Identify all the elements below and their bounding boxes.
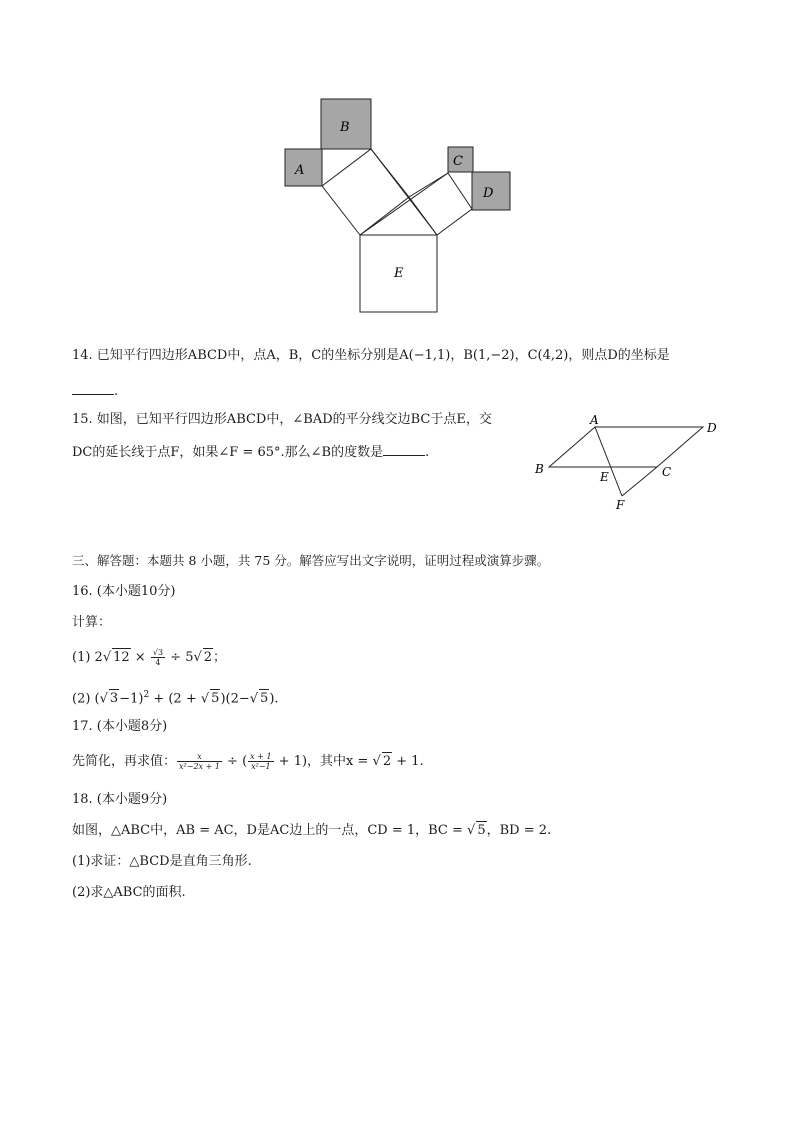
q16-part1 <box>72 648 226 667</box>
q14-text: 14. 已知平行四边形ABCD中，点A，B，C的坐标分别是A(−1,1)，B(1,−2)，C(4,2)，则点D的坐标是 <box>72 348 670 363</box>
q16-p1-radicand2: 2 <box>203 650 213 665</box>
section-3-heading <box>72 552 549 570</box>
q15-blank <box>383 442 425 456</box>
q16-p2-mid1: −1) <box>119 691 144 707</box>
q18-part1-text: (1)求证：△BCD是直角三角形. <box>72 854 252 869</box>
q16-p2-radicand2: 5 <box>211 691 220 707</box>
q17-fraction2 <box>248 752 273 771</box>
sqrt-sign: √ <box>249 691 259 707</box>
q15-line1-text: 15. 如图，已知平行四边形ABCD中，∠BAD的平分线交边BC于点E，交 <box>72 412 492 427</box>
q17-pre: 先简化，再求值： <box>72 754 177 769</box>
sqrt-sign: √ <box>99 691 108 707</box>
q16-header <box>72 583 176 601</box>
sqrt-sign: √ <box>200 691 210 707</box>
q14-answer-line <box>72 381 118 401</box>
q17-f1-den: x²−2x + 1 <box>179 762 220 771</box>
q16-p2-pre: (2) ( <box>72 691 100 707</box>
q17-fraction1 <box>177 752 222 771</box>
fig2-label-f: F <box>616 498 625 512</box>
q18-line1-pre: 如图，△ABC中，AB = AC，D是AC边上的一点，CD = 1，BC = <box>72 823 468 838</box>
q17-f2-den: x²−1 <box>251 762 271 771</box>
q18-header-text: 18. (本小题9分) <box>72 792 168 807</box>
fig2-label-c: C <box>662 465 672 479</box>
label-d: D <box>483 186 494 201</box>
q16-p1-times: × <box>130 650 150 665</box>
q14-end: . <box>114 384 119 399</box>
q15-line2-text: DC的延长线于点F，如果∠F = 65°.那么∠B的度数是 <box>72 445 384 460</box>
q16-p1-pre: (1) 2 <box>72 650 103 665</box>
parallelogram-figure <box>525 408 725 516</box>
fig2-label-b: B <box>535 462 544 476</box>
q18-line1 <box>72 821 551 840</box>
q16-p1-radicand1: 12 <box>113 650 130 665</box>
q15-line2 <box>72 442 429 462</box>
q15-line1 <box>72 411 492 429</box>
q16-header-text: 16. (本小题10分) <box>72 584 176 599</box>
q17-header-text: 17. (本小题8分) <box>72 719 168 734</box>
left-middle-square <box>322 149 409 235</box>
q16-p1-fraction-den: 4 <box>155 658 161 667</box>
q17-f1-num: x <box>177 752 222 762</box>
fig2-label-a: A <box>590 413 599 427</box>
q16-p2-square: 2 <box>143 690 150 700</box>
q18-part2-text: (2)求△ABC的面积. <box>72 885 186 900</box>
q18-header <box>72 791 167 809</box>
q14-blank <box>72 381 114 395</box>
q16-p2-end: ). <box>269 691 279 707</box>
q16-p2-mid3: )(2− <box>220 691 250 707</box>
pythagoras-squares-figure <box>270 90 530 320</box>
question-14 <box>72 347 670 365</box>
q16-prompt <box>72 614 111 632</box>
q18-radicand: 5 <box>477 823 486 838</box>
q17-f2-num: x + 1 <box>250 752 272 761</box>
label-a: A <box>295 163 305 178</box>
q16-prompt-text: 计算： <box>72 615 112 630</box>
fig2-label-e: E <box>600 470 609 484</box>
q18-part1 <box>72 853 252 871</box>
sqrt-sign: √ <box>372 754 381 769</box>
right-middle-square <box>409 173 472 235</box>
q16-p1-fraction-num: √3 <box>152 648 164 657</box>
q16-p1-div: ÷ 5 <box>166 650 194 665</box>
section-3-heading-text: 三、解答题：本题共 8 小题，共 75 分。解答应写出文字说明，证明过程或演算步骤。 <box>72 553 550 568</box>
q16-p1-fraction <box>151 648 165 667</box>
label-b: B <box>340 120 350 135</box>
sqrt-sign: √ <box>467 823 476 838</box>
q17-plus: + 1)，其中x = <box>274 754 373 769</box>
label-c: C <box>453 154 463 169</box>
q17-header <box>72 718 167 736</box>
q18-part2 <box>72 884 186 902</box>
q17-body <box>72 752 424 771</box>
fig2-label-d: D <box>707 421 717 435</box>
sqrt-sign: √ <box>102 650 112 665</box>
q16-p2-mid2: + (2 + <box>149 691 201 707</box>
q16-part2 <box>72 686 279 708</box>
q16-p2-radicand3: 5 <box>260 691 269 707</box>
label-e: E <box>394 266 404 281</box>
q15-end: . <box>425 445 430 460</box>
q16-p2-radicand1: 3 <box>109 691 119 707</box>
q17-end: + 1. <box>392 754 424 769</box>
sqrt-sign: √ <box>193 650 202 665</box>
q17-radicand: 2 <box>382 754 392 769</box>
q17-div: ÷ ( <box>222 754 248 769</box>
q18-line1-end: ，BD = 2. <box>486 823 552 838</box>
q16-p1-end: ； <box>213 650 227 665</box>
